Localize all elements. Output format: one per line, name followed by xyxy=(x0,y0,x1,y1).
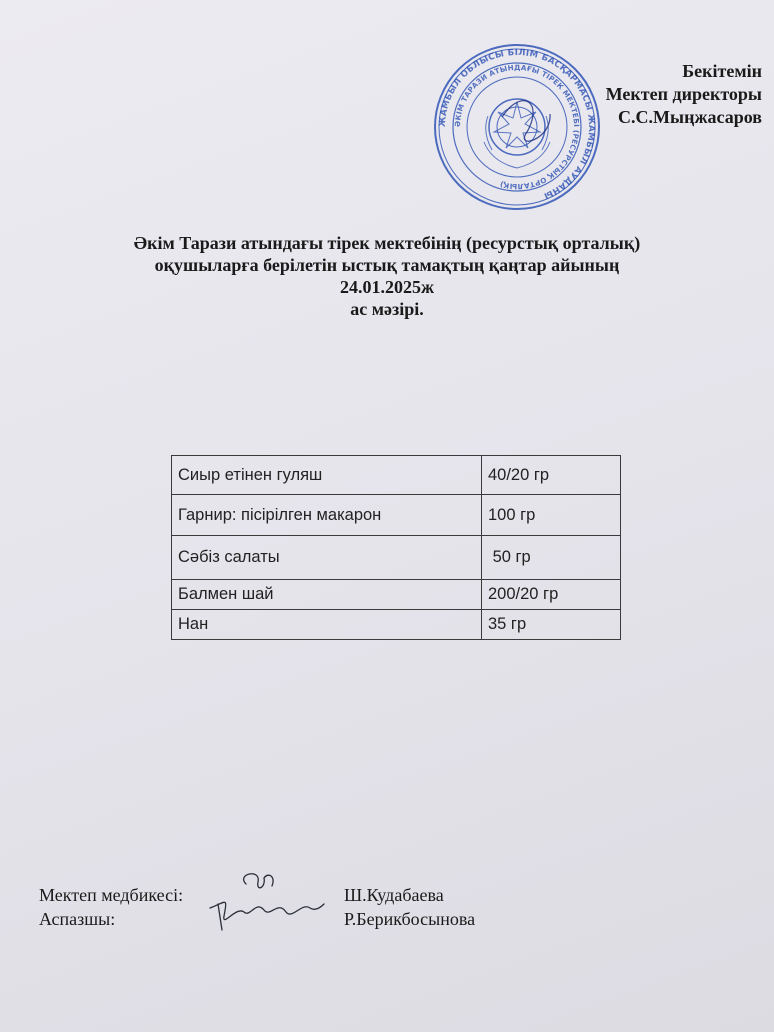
stamp-outer-text: ЖАМБЫЛ ОБЛЫСЫ БІЛІМ БАСҚАРМАСЫ ЖАМБЫЛ АУДАНЫ xyxy=(437,47,597,201)
table-row xyxy=(172,536,621,580)
table-row xyxy=(172,580,621,610)
stamp-inner-text: ӘКІМ ТАРАЗИ АТЫНДАҒЫ ТІРЕК МЕКТЕБІ (РЕСУРСТЫҚ ОРТАЛЫҚ) xyxy=(452,62,582,192)
nurse-label: Мектеп медбикесі: xyxy=(39,885,184,905)
dish-cell: Гарнир: пісірілген макарон xyxy=(172,495,482,536)
nurse-name: Ш.Кудабаева xyxy=(344,885,444,905)
signature-drawing xyxy=(206,866,326,936)
approval-line: Бекітемін xyxy=(682,61,762,81)
quantity-cell: 200/20 гр xyxy=(482,580,621,610)
official-stamp xyxy=(432,42,602,212)
quantity-cell: 100 гр xyxy=(482,495,621,536)
quantity-cell: 50 гр xyxy=(482,536,621,580)
approval-director-name: С.С.Мыңжасаров xyxy=(618,107,762,127)
dish-cell: Нан xyxy=(172,610,482,640)
table-row xyxy=(172,610,621,640)
document-title xyxy=(0,232,774,320)
title-date: 24.01.2025ж xyxy=(339,277,435,297)
title-line-4: ас мәзірі. xyxy=(350,299,424,319)
approval-position: Мектеп директоры xyxy=(605,84,762,104)
table-row xyxy=(172,456,621,495)
cook-name: Р.Берикбосынова xyxy=(344,909,476,929)
approval-block xyxy=(606,60,762,129)
quantity-cell: 40/20 гр xyxy=(482,456,621,495)
cook-label: Аспазшы: xyxy=(39,909,116,929)
menu-table xyxy=(171,455,621,640)
dish-cell: Балмен шай xyxy=(172,580,482,610)
quantity-cell: 35 гр xyxy=(482,610,621,640)
dish-cell: Сиыр етінен гуляш xyxy=(172,456,482,495)
title-line-2: оқушыларға берілетін ыстық тамақтың қаңтар айының xyxy=(154,255,620,275)
title-line-1: Әкім Тарази атындағы тірек мектебінің (ресурстық орталық) xyxy=(133,233,641,253)
dish-cell: Сәбіз салаты xyxy=(172,536,482,580)
table-row xyxy=(172,495,621,536)
